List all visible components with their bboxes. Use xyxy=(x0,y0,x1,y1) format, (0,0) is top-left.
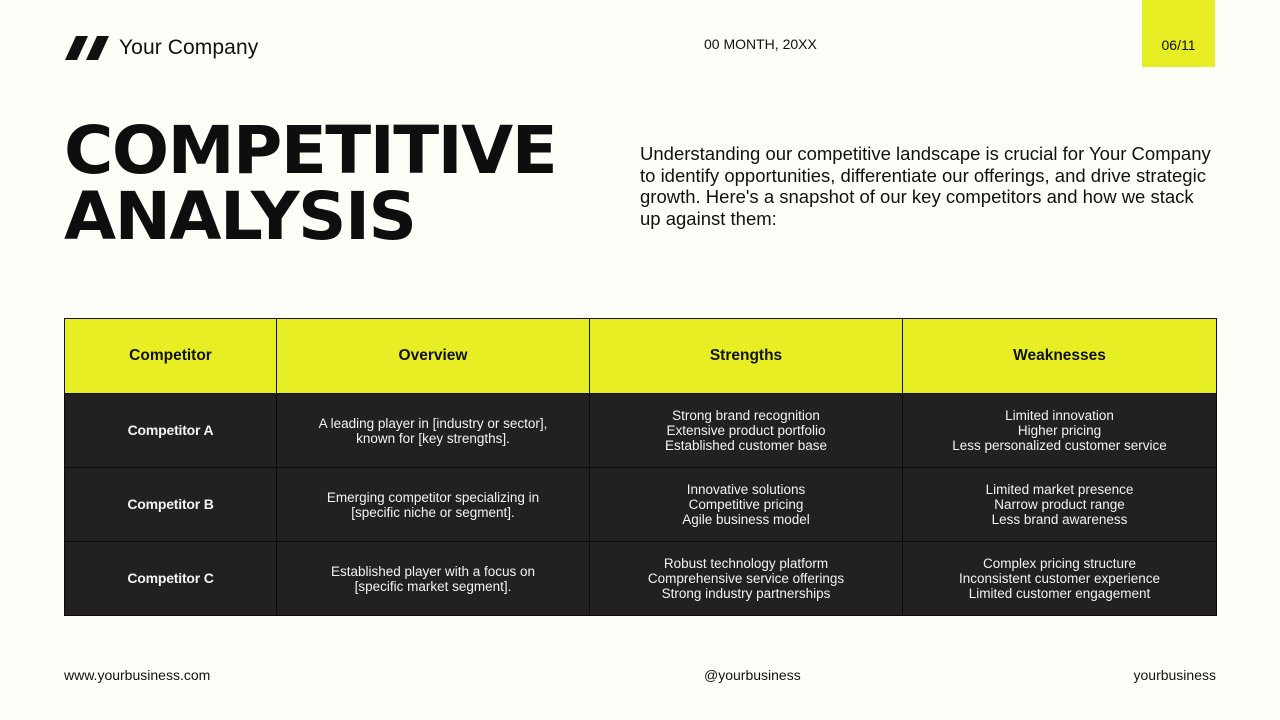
competitor-name: Competitor C xyxy=(65,542,277,616)
table-row xyxy=(65,468,1217,542)
footer-website: www.yourbusiness.com xyxy=(64,667,211,683)
strength-item: Innovative solutions xyxy=(686,482,806,497)
header-competitor: Competitor xyxy=(65,319,277,394)
page-number-badge xyxy=(1142,0,1215,67)
strengths-cell xyxy=(590,542,903,616)
weaknesses-cell xyxy=(903,394,1217,468)
weakness-item: Higher pricing xyxy=(1017,423,1102,438)
weakness-item: Narrow product range xyxy=(994,497,1125,512)
competitor-name: Competitor B xyxy=(65,468,277,542)
competitor-name: Competitor A xyxy=(65,394,277,468)
weaknesses-cell xyxy=(903,468,1217,542)
table-row xyxy=(65,542,1217,616)
strength-item: Robust technology platform xyxy=(663,556,829,571)
brand xyxy=(64,34,258,62)
weakness-item: Limited innovation xyxy=(1005,408,1114,423)
overview-line: known for [key strengths]. xyxy=(356,430,510,446)
weakness-item: Complex pricing structure xyxy=(982,556,1137,571)
header-weaknesses: Weaknesses xyxy=(903,319,1217,394)
table-header-row xyxy=(65,319,1217,394)
page-title xyxy=(64,112,557,255)
title-line-2: ANALYSIS xyxy=(64,178,416,255)
overview-cell xyxy=(277,468,590,542)
intro-paragraph: Understanding our competitive landscape is crucial for Your Company to identify opportunities, differentiate our offerings, and drive strategic growth. Here's a snapshot of our key competitors and how we stack up against them: xyxy=(640,143,1211,229)
page-number: 06/11 xyxy=(1161,36,1196,53)
overview-line: [specific market segment]. xyxy=(354,578,512,594)
weakness-item: Limited customer engagement xyxy=(968,586,1151,601)
overview-line: Established player with a focus on xyxy=(330,563,536,579)
company-name: Your Company xyxy=(119,36,259,59)
weakness-item: Limited market presence xyxy=(985,482,1134,497)
weakness-item: Inconsistent customer experience xyxy=(958,571,1161,586)
strengths-cell xyxy=(590,394,903,468)
weakness-item: Less personalized customer service xyxy=(952,438,1167,453)
header-overview: Overview xyxy=(277,319,590,394)
overview-line: [specific niche or segment]. xyxy=(351,504,515,520)
double-slash-logo-icon xyxy=(64,34,110,62)
strength-item: Strong industry partnerships xyxy=(661,586,831,601)
footer-social-handle: @yourbusiness xyxy=(704,667,801,683)
strength-item: Strong brand recognition xyxy=(672,408,820,423)
strengths-cell xyxy=(590,468,903,542)
header-strengths: Strengths xyxy=(590,319,903,394)
overview-cell xyxy=(277,542,590,616)
overview-line: Emerging competitor specializing in xyxy=(326,489,540,505)
date-label: 00 MONTH, 20XX xyxy=(704,36,817,52)
competitor-table xyxy=(64,318,1217,616)
strength-item: Established customer base xyxy=(664,438,828,453)
weaknesses-cell xyxy=(903,542,1217,616)
overview-line: A leading player in [industry or sector], xyxy=(318,415,548,431)
footer-business-name: yourbusiness xyxy=(1133,667,1216,683)
strength-item: Extensive product portfolio xyxy=(666,423,826,438)
overview-cell xyxy=(277,394,590,468)
strength-item: Competitive pricing xyxy=(688,497,804,512)
weakness-item: Less brand awareness xyxy=(991,512,1128,527)
table-row xyxy=(65,394,1217,468)
strength-item: Comprehensive service offerings xyxy=(647,571,845,586)
strength-item: Agile business model xyxy=(682,512,810,527)
title-line-1: COMPETITIVE xyxy=(64,112,557,189)
